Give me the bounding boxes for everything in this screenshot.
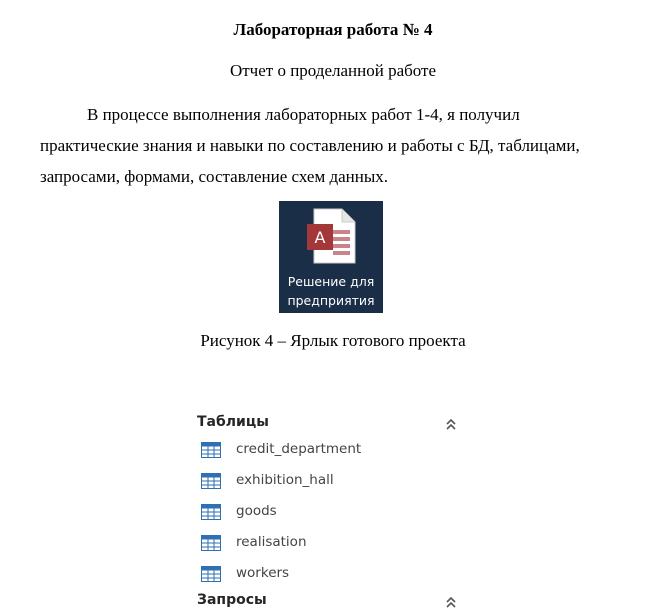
- group-label: Запросы: [197, 592, 267, 608]
- figure-caption: Рисунок 4 – Ярлык готового проекта: [200, 331, 466, 350]
- nav-item-label: goods: [236, 503, 277, 519]
- group-header-tables[interactable]: [197, 411, 467, 435]
- nav-item-label: workers: [236, 565, 290, 581]
- table-icon: [201, 566, 221, 582]
- navigation-pane: [197, 410, 467, 606]
- group-label: Таблицы: [197, 414, 269, 430]
- double-chevron-up-icon[interactable]: [444, 595, 458, 609]
- table-icon: [201, 504, 221, 520]
- body-paragraph: [40, 99, 640, 192]
- nav-item-table[interactable]: [197, 500, 467, 526]
- nav-item-table[interactable]: [197, 438, 467, 464]
- report-subtitle: Отчет о проделанной работе: [229, 61, 437, 80]
- nav-item-table[interactable]: [197, 531, 467, 557]
- nav-item-table[interactable]: [197, 469, 467, 495]
- group-header-queries[interactable]: [197, 589, 467, 613]
- shortcut-label: [279, 272, 383, 310]
- table-icon: [201, 535, 221, 551]
- double-chevron-up-icon[interactable]: [444, 417, 458, 431]
- shortcut-label-line: предприятия: [287, 293, 375, 308]
- page-title: Лабораторная работа № 4: [233, 20, 433, 39]
- paragraph-line: В процессе выполнения лабораторных работ 1-4, я получил: [87, 105, 520, 124]
- paragraph-line: запросами, формами, составление схем данных.: [40, 167, 389, 186]
- nav-item-table[interactable]: [197, 562, 467, 588]
- shortcut-label-line: Решение для: [287, 274, 375, 289]
- project-shortcut[interactable]: [279, 201, 383, 313]
- nav-item-label: credit_department: [236, 441, 362, 457]
- access-file-icon: [306, 208, 356, 264]
- access-letter: A: [314, 228, 326, 247]
- paragraph-line: практические знания и навыки по составлению и работы с БД, таблицами,: [40, 136, 580, 155]
- nav-item-label: exhibition_hall: [236, 472, 334, 488]
- table-icon: [201, 473, 221, 489]
- nav-item-label: realisation: [236, 534, 307, 550]
- table-icon: [201, 442, 221, 458]
